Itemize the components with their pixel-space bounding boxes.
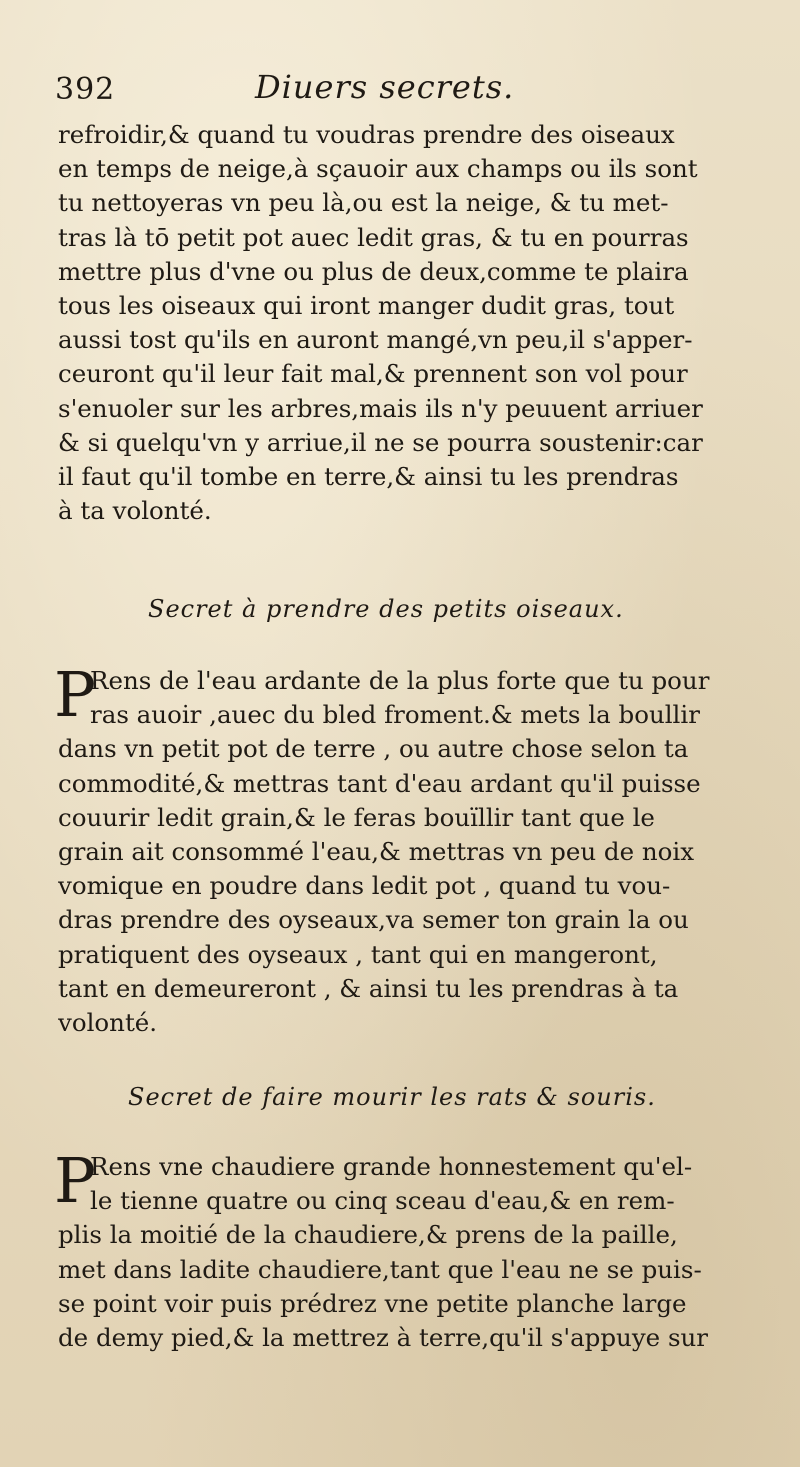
text-line: dans vn petit pot de terre , ou autre chose selon ta (58, 734, 689, 764)
page-header (55, 68, 755, 118)
drop-cap: P (54, 658, 96, 731)
text-line: le tienne quatre ou cinq sceau d'eau,& en rem- (90, 1186, 675, 1216)
text-line: aussi tost qu'ils en auront mangé,vn peu,il s'apper- (58, 325, 693, 355)
text-line: tant en demeureront , & ainsi tu les prendras à ta (58, 973, 679, 1003)
text-line: il faut qu'il tombe en terre,& ainsi tu les prendras (58, 461, 679, 491)
text-line: tous les oiseaux qui iront manger dudit gras, tout (58, 290, 675, 320)
text-line: & si quelqu'vn y arriue,il ne se pourra soustenir:car (58, 427, 703, 457)
text-line: commodité,& mettras tant d'eau ardant qu'il puisse (58, 768, 701, 798)
text-line: ras auoir ,auec du bled froment.& mets la boullir (90, 700, 700, 730)
text-line: se point voir puis prédrez vne petite planche large (58, 1288, 687, 1318)
text-line: volonté. (58, 1007, 158, 1037)
text-line: s'enuoler sur les arbres,mais ils n'y peuuent arriuer (58, 393, 703, 423)
text-line: vomique en poudre dans ledit pot , quand tu vou- (58, 871, 671, 901)
text-line: de demy pied,& la mettrez à terre,qu'il s'appuye sur (58, 1322, 709, 1352)
paragraph-continuation (58, 118, 768, 528)
text-line: Rens de l'eau ardante de la plus forte que tu pour (90, 666, 710, 695)
text-line: pratiquent des oyseaux , tant qui en mangeront, (58, 939, 658, 969)
text-line: à ta volonté. (58, 496, 212, 526)
running-head: Diuers secrets. (255, 68, 515, 106)
text-line: grain ait consommé l'eau,& mettras vn peu de noix (58, 836, 695, 866)
text-line: mettre plus d'vne ou plus de deux,comme te plaira (58, 256, 689, 286)
section-body (54, 1144, 768, 1355)
section-heading: Secret de faire mourir les rats & souris. (128, 1083, 656, 1111)
page-number: 392 (55, 72, 116, 107)
text-line: Rens vne chaudiere grande honnestement qu'el- (90, 1152, 693, 1181)
section-body (54, 658, 768, 1040)
drop-cap: P (54, 1144, 96, 1217)
text-line: refroidir,& quand tu voudras prendre des oiseaux (58, 120, 675, 149)
text-line: tu nettoyeras vn peu là,ou est la neige, & tu met- (58, 188, 669, 218)
text-line: plis la moitié de la chaudiere,& prens de la paille, (58, 1220, 678, 1250)
text-line: dras prendre des oyseaux,va semer ton grain la ou (58, 905, 689, 935)
text-line: ceuront qu'il leur fait mal,& prennent son vol pour (58, 359, 688, 389)
section-heading: Secret à prendre des petits oiseaux. (148, 595, 624, 623)
text-line: couurir ledit grain,& le feras bouïllir tant que le (58, 802, 655, 832)
text-line: en temps de neige,à sçauoir aux champs ou ils sont (58, 154, 698, 184)
text-line: tras là tō petit pot auec ledit gras, & tu en pourras (58, 222, 689, 252)
text-line: met dans ladite chaudiere,tant que l'eau ne se puis- (58, 1254, 702, 1284)
